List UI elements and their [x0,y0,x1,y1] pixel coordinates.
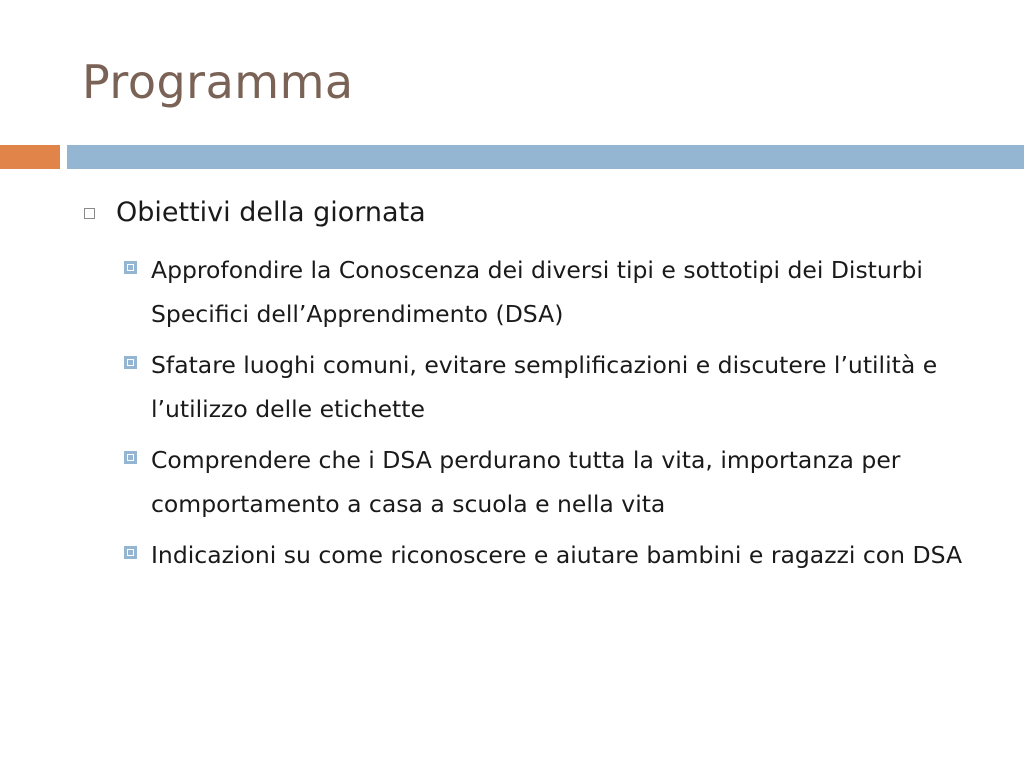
sub-bullet-item [124,248,984,336]
sub-bullet-text: Sfatare luoghi comuni, evitare semplificazioni e discutere l’utilità e l’utilizzo delle etichette [151,351,938,423]
filled-square-bullet-icon [124,261,137,274]
sub-bullet-item [124,343,984,431]
accent-bar-blue [67,145,1024,169]
accent-bar-orange [0,145,60,169]
filled-square-bullet-icon [124,356,137,369]
sub-bullet-text: Approfondire la Conoscenza dei diversi tipi e sottotipi dei Disturbi Specifici dell’Apprendimento (DSA) [151,256,923,328]
sub-bullet-text: Indicazioni su come riconoscere e aiutare bambini e ragazzi con DSA [151,541,963,569]
slide-title: Programma [82,55,354,109]
sub-bullet-item [124,533,984,577]
filled-square-bullet-icon [124,546,137,559]
sub-bullet-text: Comprendere che i DSA perdurano tutta la vita, importanza per comportamento a casa a scuola e nella vita [151,446,901,518]
bullet-main [84,193,984,233]
hollow-square-bullet-icon [84,208,95,219]
sub-bullet-item [124,438,984,526]
filled-square-bullet-icon [124,451,137,464]
sub-bullet-list [124,248,984,584]
bullet-main-text: Obiettivi della giornata [116,197,426,228]
